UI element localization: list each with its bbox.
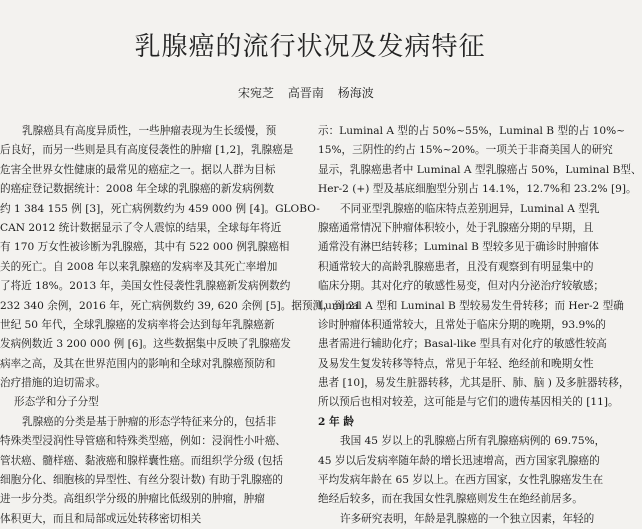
author-name: 高晋南 — [287, 86, 324, 100]
body-text-line: 许多研究表明，年龄是乳腺癌的一个独立因素，年轻的 — [340, 512, 595, 525]
body-text-line: 45 岁以后发病率随年龄的增长迅速增高，西方国家乳腺癌的 — [318, 454, 600, 467]
body-text-line: 了将近 18%。2013 年，美国女性侵袭性乳腺癌新发病例数约 — [0, 280, 291, 293]
body-text-line: 管状癌、髓样癌、黏液癌和腺样囊性癌。而组织学分级 (包括 — [0, 454, 283, 467]
body-text-line: 后良好，而另一些则是具有高度侵袭性的肿瘤 [1,2]，乳腺癌是 — [0, 144, 294, 157]
body-text-line: 显示，乳腺癌患者中 Luminal A 型乳腺癌占 50%，Luminal B型、 — [318, 163, 642, 176]
body-text-line: 积通常较大的高龄乳腺癌患者，且没有观察到有明显集中的 — [318, 260, 594, 273]
body-text-line: 诊时肿瘤体积通常较大，且常处于临床分期的晚期，93.9%的 — [318, 318, 606, 331]
body-text-line: 通常没有淋巴结转移；Luminal B 型较多见于确诊时肿瘤体 — [318, 241, 599, 254]
body-text-line: 进一步分类。高组织学分级的肿瘤比低级别的肿瘤，肿瘤 — [0, 493, 265, 506]
section-subheading: 形态学和分子分型 — [14, 396, 99, 409]
body-text-line: 临床分期。其对化疗的敏感性易变，但对内分泌治疗较敏感； — [318, 280, 605, 293]
body-text-line: 所以预后也相对较差，这可能是与它们的遗传基因相关的 [11]。 — [318, 396, 619, 409]
body-text-line: 关的死亡。自 2008 年以来乳腺癌的发病率及其死亡率增加 — [0, 260, 278, 273]
body-text-line: 乳腺癌具有高度异质性，一些肿瘤表现为生长缓慢，预 — [22, 125, 277, 137]
body-text-line: 15%，三阴性的约占 15%~20%。一项关于非裔美国人的研究 — [318, 144, 613, 157]
section-heading: 2 年 龄 — [318, 415, 354, 428]
body-text-line: 及易发生复发转移等特点，常见于年轻、绝经前和晚期女性 — [318, 357, 594, 370]
author-list — [238, 84, 374, 101]
body-text-line: 特殊类型浸润性导管癌和特殊类型癌，例如：浸润性小叶癌、 — [0, 435, 287, 448]
body-text-line: 我国 45 岁以上的乳腺癌占所有乳腺癌病例的 69.75%， — [340, 435, 606, 448]
body-text-line: 发病例数近 3 200 000 例 [6]。这些数据集中反映了乳腺癌发 — [0, 338, 291, 351]
body-text-line: 232 340 余例，2016 年，死亡病例数约 39, 620 余例 [5]。据预测，到 21 — [0, 299, 362, 312]
body-text-line: 有 170 万女性被诊断为乳腺癌，其中有 522 000 例乳腺癌相 — [0, 241, 290, 254]
body-text-line: 细胞分化、细胞核的异型性、有丝分裂计数) 有助于乳腺癌的 — [0, 474, 283, 487]
body-text-line: 体积更大，而且和局部或远处转移密切相关 — [0, 512, 202, 525]
body-text-line: 平均发病年龄在 65 岁以上。在西方国家，女性乳腺癌发生在 — [318, 474, 604, 487]
right-column — [318, 122, 642, 529]
body-text-line: 绝经后较多，而在我国女性乳腺癌则发生在绝经前居多。 — [318, 493, 583, 506]
body-text-line: 患者 [10]，易发生脏器转移，尤其是肝、肺、脑 ) 及多脏器转移， — [318, 377, 630, 390]
body-text-line: 示：Luminal A 型的占 50%~55%，Luminal B 型的占 10%~ — [318, 125, 626, 137]
body-text-line: 乳腺癌的分类是基于肿瘤的形态学特征来分的，包括非 — [22, 415, 277, 428]
body-text-line: 约 1 384 155 例 [3]，死亡病例数约为 459 000 例 [4]。GLOBO- — [0, 202, 320, 215]
author-name: 杨海波 — [337, 86, 374, 100]
author-name: 宋宛芝 — [238, 86, 275, 100]
body-text-line: CAN 2012 统计数据显示了令人震惊的结果，全球每年将近 — [0, 221, 282, 234]
paper-title: 乳腺癌的流行状况及发病特征 — [134, 32, 486, 62]
body-text-line: 的癌症登记数据统计：2008 年全球的乳腺癌的新发病例数 — [0, 183, 274, 196]
body-text-line: Luminal A 型和 Luminal B 型较易发生骨转移；而 Her-2 型确 — [318, 299, 624, 312]
body-text-line: 治疗措施的迫切需求。 — [0, 377, 106, 390]
body-text-line: 危害全世界女性健康的最常见的癌症之一。据以人群为目标 — [0, 163, 276, 176]
body-text-line: 世纪 50 年代，全球乳腺癌的发病率将会达到每年乳腺癌新 — [0, 318, 275, 331]
body-text-line: 病率之高，及其在世界范围内的影响和全球对乳腺癌预防和 — [0, 357, 276, 370]
body-text-line: 患者需进行辅助化疗；Basal-like 型具有对化疗的敏感性较高 — [318, 338, 607, 351]
body-text-line: 不同亚型乳腺癌的临床特点差别迥异，Luminal A 型乳 — [340, 202, 600, 215]
body-text-line: Her-2 (+) 型及基底细胞型分别占 14.1%，12.7%和 23.2% [9]。 — [318, 183, 637, 196]
body-text-line: 腺癌通常情况下肿瘤体积较小，处于乳腺癌分期的早期，且 — [318, 221, 594, 234]
